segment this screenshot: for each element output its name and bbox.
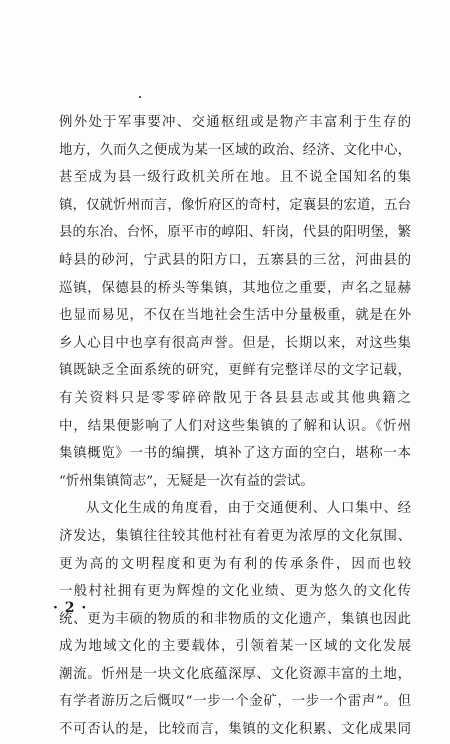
paragraph-end-line: “忻州集镇简志”，无疑是一次有益的尝试。 bbox=[59, 473, 314, 489]
text-line: 有关资料只是零零碎碎散见于各县县志或其他典籍之 bbox=[59, 390, 411, 406]
text-line: 有学者游历之后慨叹“一步一个金矿，一步一个雷声”。但 bbox=[59, 694, 411, 710]
text-line: 峙县的砂河，宁武县的阳方口，五寨县的三岔，河曲县的 bbox=[59, 252, 411, 268]
text-line: 济发达，集镇往往较其他村社有着更为浓厚的文化氛围、 bbox=[59, 528, 411, 544]
text-line: 一般村社拥有更为辉煌的文化业绩、更为悠久的文化传 bbox=[59, 584, 411, 600]
text-line: 例外处于军事要冲、交通枢纽或是物产丰富利于生存的 bbox=[59, 115, 411, 130]
text-line: 统、更为丰硕的物质的和非物质的文化遗产，集镇也因此 bbox=[59, 611, 411, 627]
text-line: 成为地域文化的主要载体，引领着某一区域的文化发展 bbox=[59, 639, 411, 655]
body-text bbox=[59, 109, 411, 744]
text-line: 巡镇，保德县的桥头等集镇，其地位之重要，声名之显赫 bbox=[59, 280, 411, 296]
text-line: 不可否认的是，比较而言，集镇的文化积累、文化成果同 bbox=[59, 722, 411, 738]
text-line: 镇，仅就忻州而言，像忻府区的奇村，定襄县的宏道，五台 bbox=[59, 197, 411, 213]
text-line: 也显而易见，不仅在当地社会生活中分量极重，就是在外 bbox=[59, 308, 411, 324]
text-line: 镇既缺乏全面系统的研究，更鲜有完整详尽的文字记载， bbox=[59, 363, 411, 379]
text-line: 县的东冶、台怀，原平市的崞阳、轩岗，代县的阳明堡，繁 bbox=[59, 225, 411, 241]
text-line: 地方，久而久之便成为某一区域的政治、经济、文化中心， bbox=[59, 142, 411, 158]
text-line: 潮流。忻州是一块文化底蕴深厚、文化资源丰富的土地， bbox=[59, 666, 411, 682]
paragraph-start-line: 从文化生成的角度看，由于交通便利、人口集中、经 bbox=[86, 501, 411, 517]
page-number: · 2 · bbox=[53, 600, 88, 616]
text-line: 甚至成为县一级行政机关所在地。且不说全国知名的集 bbox=[59, 170, 411, 186]
text-line: 集镇概览》一书的编撰，填补了这方面的空白，堪称一本 bbox=[59, 446, 411, 462]
text-line: 更为高的文明程度和更为有利的传承条件，因而也较 bbox=[59, 556, 411, 572]
ink-speck bbox=[139, 96, 141, 98]
text-line: 中，结果便影响了人们对这些集镇的了解和认识。《忻州 bbox=[59, 418, 411, 434]
text-line: 乡人心目中也享有很高声誉。但是，长期以来，对这些集 bbox=[59, 335, 411, 351]
